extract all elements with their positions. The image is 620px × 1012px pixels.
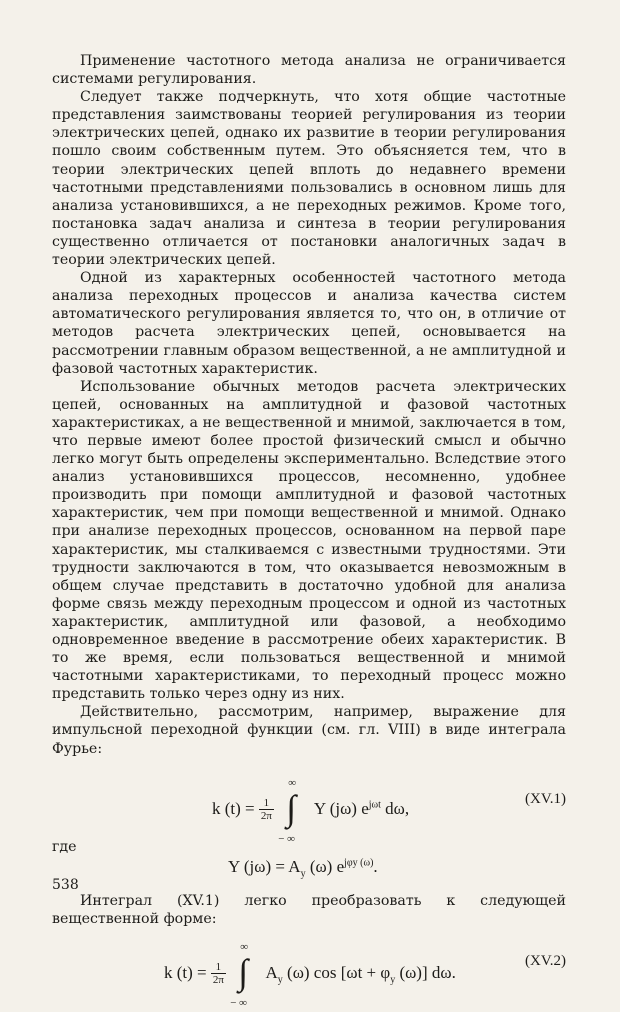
paragraph: Одной из характерных особенностей частотного метода анализа переходных процессов и анализа качества систем автоматического регулирования является то, что он, в отличие от методов расчета электрических цепей, основывается на рассмотрении главным образом вещественной, а не амплитудной и фазовой частотных характеристик. bbox=[52, 270, 566, 377]
integral-sign: ∞ ∫ − ∞ bbox=[278, 776, 297, 845]
body-text bbox=[52, 52, 566, 1009]
equation-number: (XV.1) bbox=[525, 790, 566, 807]
paragraph: Применение частотного метода анализа не ограничивается системами регулирования. bbox=[52, 53, 566, 88]
equation-number: (XV.2) bbox=[525, 952, 566, 969]
page-number: 538 bbox=[52, 877, 79, 893]
integral-sign: ∞ ∫ − ∞ bbox=[230, 940, 249, 1009]
fraction: $\frac{1}{2\pi}$ bbox=[212, 961, 224, 987]
paragraph: Интеграл (XV.1) легко преобразовать к следующей вещественной форме: bbox=[52, 892, 566, 927]
equation-where: Y $(j\omega) = A_y$ (ω) $e^{j\varphi y (\omega)}$. bbox=[228, 856, 378, 880]
fraction: $\frac{1}{2\pi}$ bbox=[260, 797, 272, 823]
where-label: где bbox=[52, 838, 77, 855]
equation-xv2: k (t) = $\frac{1}{2\pi}$ ∞ ∫ − ∞ $A_y$ (ω) $\cos [\omega t + \varphi_y$ (ω)] dω. (XV.2) bbox=[164, 940, 566, 1009]
paragraph: Действительно, рассмотрим, например, выражение для импульсной переходной функции (см. гл. VIII) в виде интеграла Фурье: bbox=[52, 704, 566, 757]
paragraph: Использование обычных методов расчета электрических цепей, основанных на амплитудной и фазовой частотных характеристиках, а не вещественной и мнимой, заключается в том, что первые имеют более простой физический смысл и обычно легко могут быть определены экспериментально. Вследствие этого анализ установившихся процессов, несомненно, удобнее производить при помощи амплитудной и фазовой частотных характеристик, чем при помощи вещественной и мнимой. Однако при анализе переходных процессов, основанном на первой паре характеристик, мы сталкиваемся с известными трудностями. Эти трудности заключаются в том, что оказывается невозможным в общем случае представить в достаточно удобной для анализа форме связь между переходным процессом и одной из частотных характеристик, амплитудной или фазовой, а необходимо одновременное введение в рассмотрение обеих характеристик. В то же время, если пользоваться вещественной и мнимой частотными характеристиками, то переходный процесс можно представить только через одну из них. bbox=[52, 378, 566, 703]
paragraph: Следует также подчеркнуть, что хотя общие частотные представления заимствованы теорией регулирования из теории электрических цепей, однако их развитие в теории регулирования пошло своим собственным путем. Это объясняется тем, что в теории электрических цепей вплоть до недавнего времени частотными представлениями пользовались в основном лишь для анализа установившихся, а не переходных режимов. Кроме того, постановка задач анализа и синтеза в теории регулирования существенно отличается от постановки аналогичных задач в теории электрических цепей. bbox=[52, 89, 566, 269]
equation-xv1: k (t) = $\frac{1}{2\pi}$ ∞ ∫ − ∞ Y (jω) $e^{j\omega t}$ dω, (XV.1) bbox=[212, 776, 566, 845]
